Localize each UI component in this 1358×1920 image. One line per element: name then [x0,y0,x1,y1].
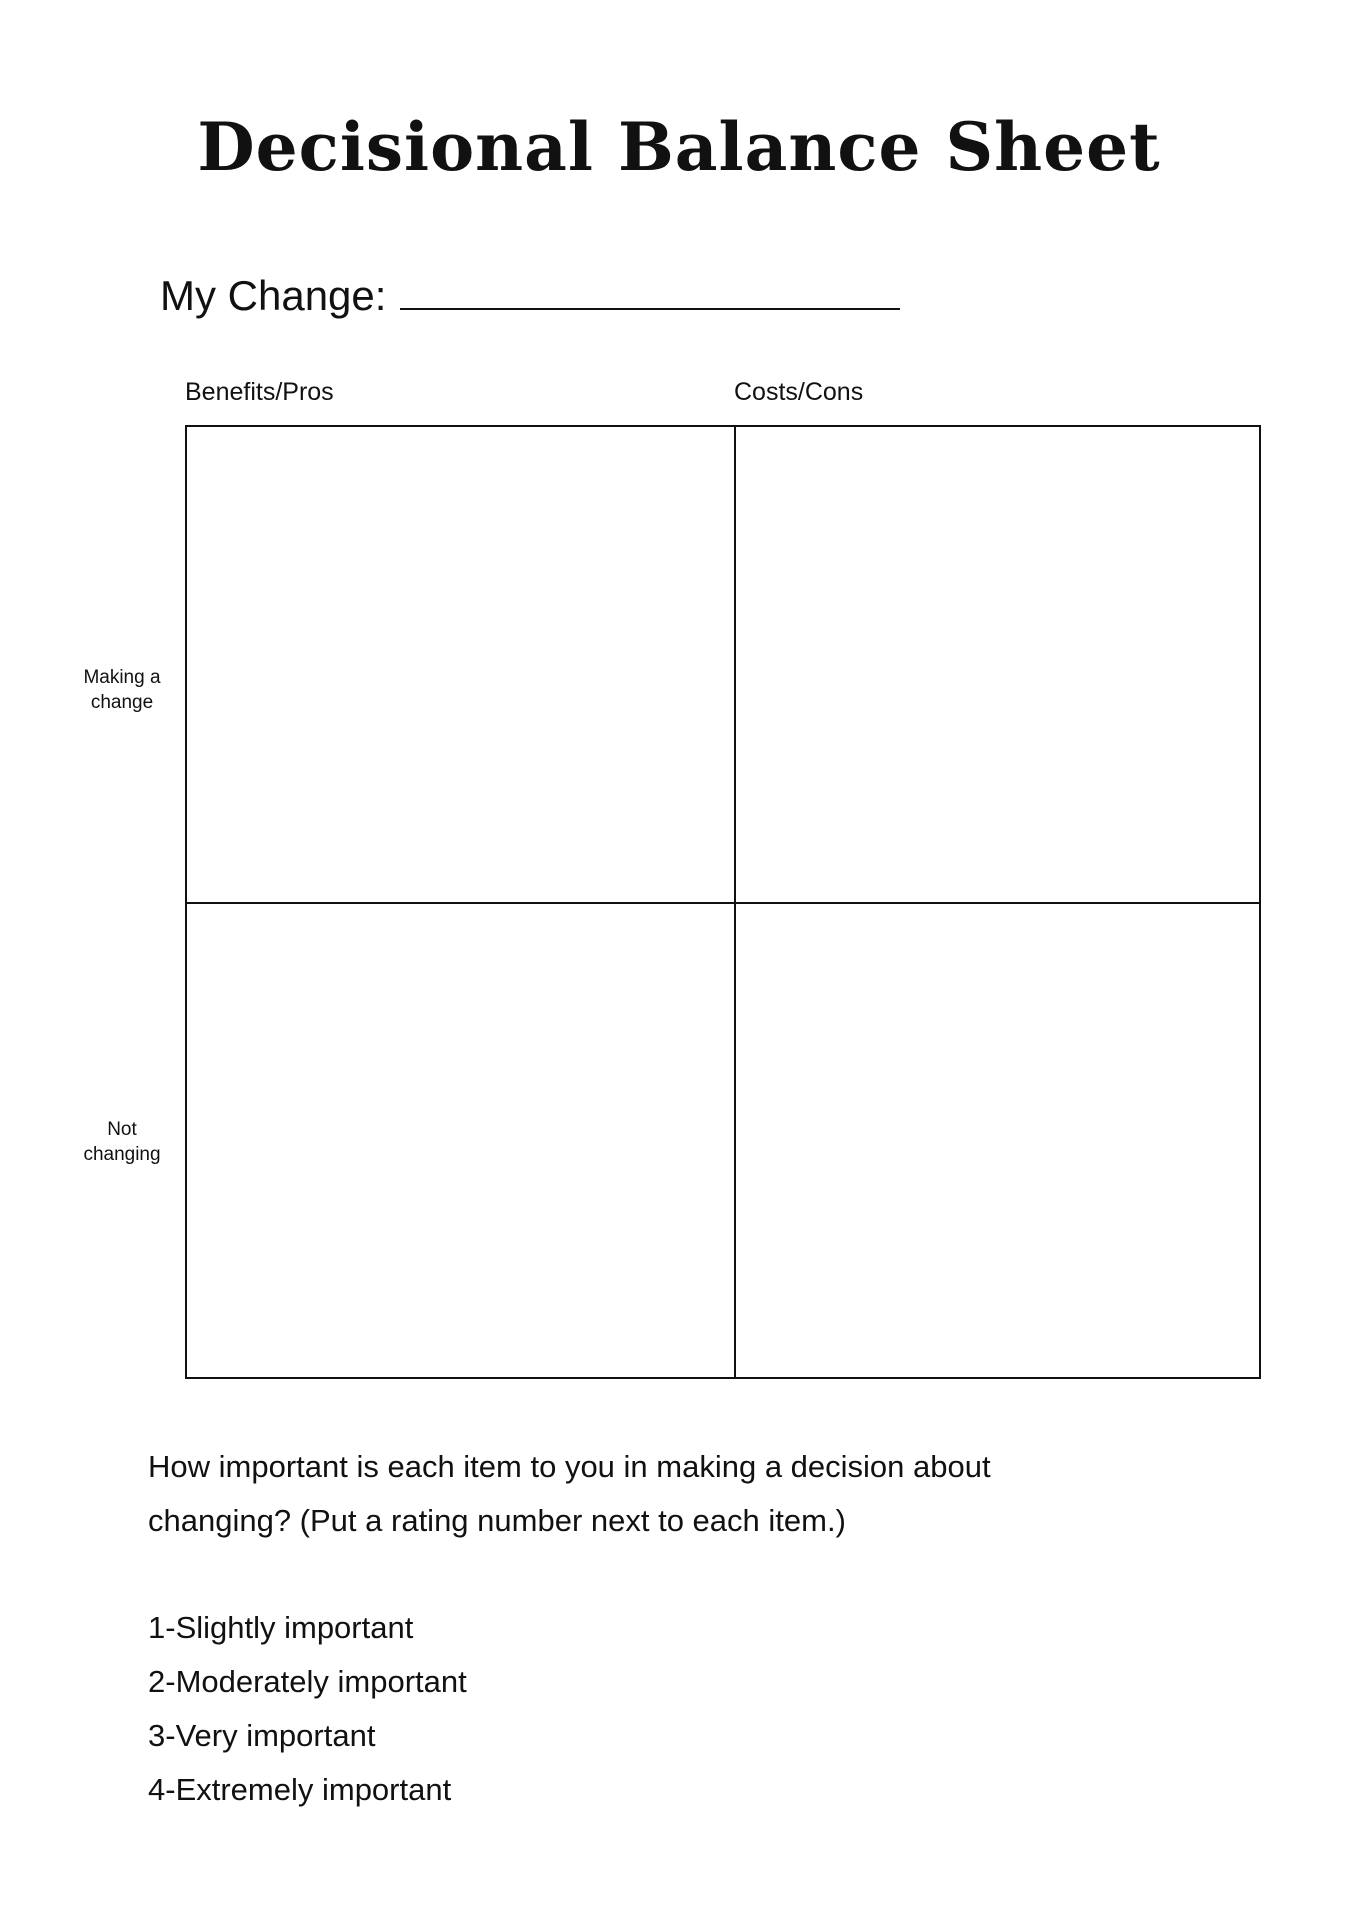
rating-item: 1-Slightly important [148,1610,414,1645]
row-label-line: changing [83,1144,161,1165]
page-title: Decisional Balance Sheet [197,108,1161,186]
row-label-line: Not [107,1119,137,1140]
rating-item: 2-Moderately important [148,1664,467,1699]
row-label-line: Making a [83,667,161,688]
cell-change-costs[interactable] [736,427,1259,904]
cell-change-benefits[interactable] [187,427,736,904]
my-change-label: My Change: [160,272,387,319]
question-line: changing? (Put a rating number next to each item.) [148,1503,846,1538]
rating-scale [148,1601,467,1817]
row-label-line: change [90,692,154,713]
row-label-making-change [62,665,182,715]
column-label-benefits: Benefits/Pros [185,378,334,406]
cell-no-change-benefits[interactable] [187,904,736,1377]
my-change-blank-line[interactable] [400,270,900,310]
column-label-costs: Costs/Cons [734,378,864,406]
question-line: How important is each item to you in making a decision about [148,1449,991,1484]
cell-no-change-costs[interactable] [736,904,1259,1377]
balance-grid [185,425,1261,1379]
my-change-field [160,270,900,320]
importance-question [148,1440,1148,1548]
row-label-not-changing [62,1117,182,1167]
rating-item: 3-Very important [148,1718,376,1753]
rating-item: 4-Extremely important [148,1772,452,1807]
